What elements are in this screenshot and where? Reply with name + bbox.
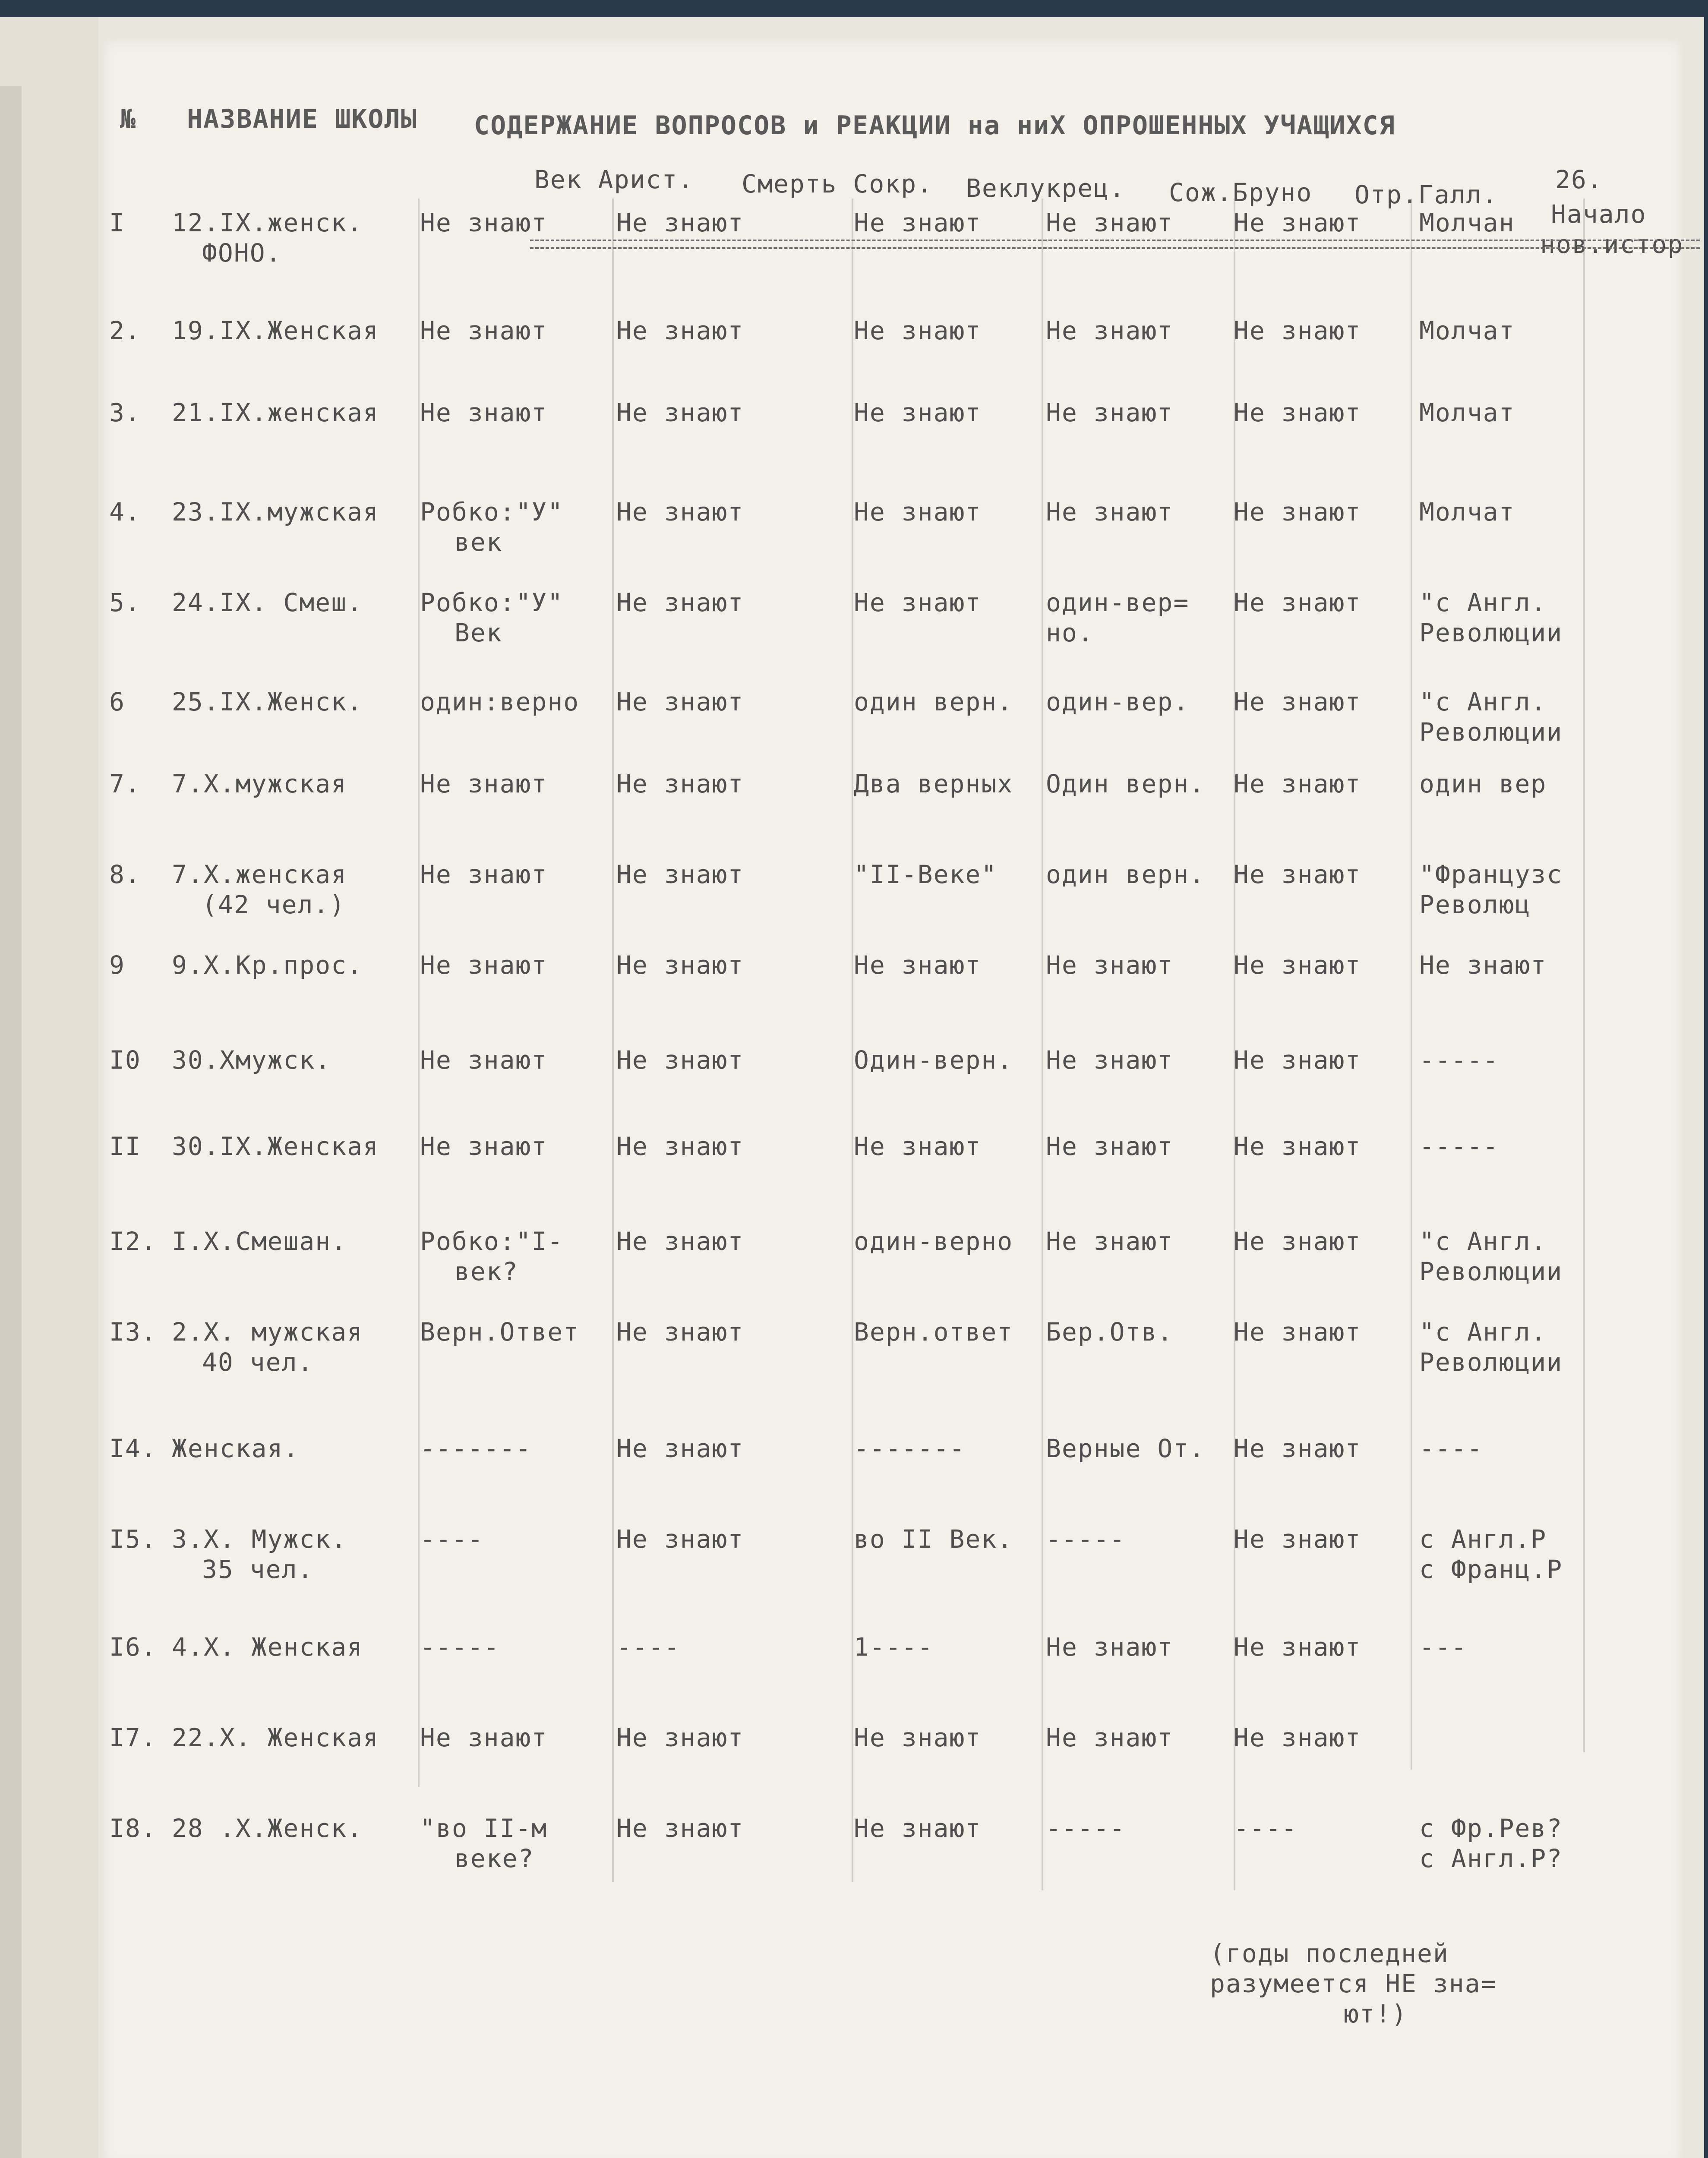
footnote-line-2: разумеется НЕ зна=	[1210, 1969, 1497, 1998]
galileo-cell: Не знают	[1234, 1227, 1361, 1256]
document-page	[103, 39, 1683, 2158]
lucretius-cell: Не знают	[854, 1723, 982, 1752]
new-history-cell: Революции	[1419, 1347, 1563, 1377]
binder-spine	[0, 86, 22, 2158]
school-cell: 2.Х. мужская	[172, 1317, 363, 1347]
galileo-cell: Не знают	[1234, 1317, 1361, 1347]
new-history-cell: "с Англ.	[1419, 1227, 1547, 1256]
row-number: 3.	[109, 398, 141, 427]
column-rule	[1411, 199, 1412, 1770]
col-header-aristotle: Век Арист.	[534, 165, 694, 194]
socrates-cell: Не знают	[616, 1434, 744, 1463]
lucretius-cell: Не знают	[854, 1132, 982, 1161]
school-cell: I.Х.Смешан.	[172, 1227, 347, 1256]
bruno-cell: Не знают	[1046, 497, 1174, 527]
new-history-cell: Молчан	[1419, 208, 1515, 237]
bruno-cell: Не знают	[1046, 1227, 1174, 1256]
galileo-cell: Не знают	[1234, 687, 1361, 716]
school-cell: 40 чел.	[202, 1347, 314, 1377]
school-cell: 7.Х.мужская	[172, 769, 347, 798]
row-number: I4.	[109, 1434, 157, 1463]
new-history-cell: Революции	[1419, 618, 1563, 647]
new-history-cell: один вер	[1419, 769, 1547, 798]
aristotle-cell: -----	[420, 1632, 500, 1662]
row-number: I2.	[109, 1227, 157, 1256]
binder-cover	[0, 17, 104, 2158]
aristotle-cell: ----	[420, 1524, 484, 1554]
lucretius-cell: Не знают	[854, 316, 982, 345]
socrates-cell: Не знают	[616, 860, 744, 889]
aristotle-cell: Робко:"I-	[420, 1227, 564, 1256]
bruno-cell: но.	[1046, 618, 1094, 647]
bruno-cell: -----	[1046, 1524, 1126, 1554]
new-history-cell: Молчат	[1419, 316, 1515, 345]
bruno-cell: Не знают	[1046, 316, 1174, 345]
aristotle-cell: Не знают	[420, 1132, 548, 1161]
aristotle-cell: Не знают	[420, 769, 548, 798]
new-history-cell: "с Англ.	[1419, 588, 1547, 617]
new-history-cell: "с Англ.	[1419, 1317, 1547, 1347]
new-history-cell: с Фр.Рев?	[1419, 1814, 1563, 1843]
bruno-cell: Один верн.	[1046, 769, 1206, 798]
socrates-cell: Не знают	[616, 316, 744, 345]
galileo-cell: Не знают	[1234, 497, 1361, 527]
number-header: №	[120, 104, 137, 134]
lucretius-cell: 1----	[854, 1632, 934, 1662]
new-history-cell: -----	[1419, 1045, 1499, 1075]
lucretius-cell: Два верных	[854, 769, 1013, 798]
col-header-lucretius: Веклукрец.	[966, 174, 1126, 203]
lucretius-cell: один-верно	[854, 1227, 1013, 1256]
col-header-socrates: Смерть Сокр.	[742, 169, 933, 199]
new-history-cell: ----	[1419, 1434, 1483, 1463]
row-number: I0	[109, 1045, 141, 1075]
column-rule	[1583, 199, 1585, 1752]
socrates-cell: Не знают	[616, 1723, 744, 1752]
row-number: I7.	[109, 1723, 157, 1752]
school-cell: 9.Х.Кр.прос.	[172, 950, 363, 980]
row-number: 8.	[109, 860, 141, 889]
column-rule	[1042, 199, 1043, 1890]
new-history-cell: "с Англ.	[1419, 687, 1547, 716]
school-cell: 22.Х. Женская	[172, 1723, 379, 1752]
row-number: I6.	[109, 1632, 157, 1662]
galileo-cell: Не знают	[1234, 1045, 1361, 1075]
socrates-cell: Не знают	[616, 497, 744, 527]
row-number: 5.	[109, 588, 141, 617]
col-header-galileo: Отр.Галл.	[1354, 180, 1498, 209]
aristotle-cell: Не знают	[420, 950, 548, 980]
lucretius-cell: "II-Веке"	[854, 860, 998, 889]
new-history-cell: ---	[1419, 1632, 1467, 1662]
bruno-cell: один-вер=	[1046, 588, 1190, 617]
aristotle-cell: Не знают	[420, 1723, 548, 1752]
socrates-cell: Не знают	[616, 950, 744, 980]
school-cell: 3.Х. Мужск.	[172, 1524, 347, 1554]
row-number: I8.	[109, 1814, 157, 1843]
socrates-cell: Не знают	[616, 1227, 744, 1256]
new-history-cell: Молчат	[1419, 398, 1515, 427]
bruno-cell: Бер.Отв.	[1046, 1317, 1174, 1347]
galileo-cell: Не знают	[1234, 950, 1361, 980]
new-history-cell: с Англ.Р	[1419, 1524, 1547, 1554]
aristotle-cell: век?	[455, 1257, 518, 1286]
aristotle-cell: один:верно	[420, 687, 580, 716]
aristotle-cell: Не знают	[420, 860, 548, 889]
aristotle-cell: Век	[455, 618, 502, 647]
lucretius-cell: Не знают	[854, 497, 982, 527]
lucretius-cell: Не знают	[854, 208, 982, 237]
lucretius-cell: один верн.	[854, 687, 1013, 716]
bruno-cell: Не знают	[1046, 1132, 1174, 1161]
new-history-cell: с Франц.Р	[1419, 1555, 1563, 1584]
galileo-cell: Не знают	[1234, 1132, 1361, 1161]
aristotle-cell: Робко:"У"	[420, 497, 564, 527]
school-cell: 28 .Х.Женск.	[172, 1814, 363, 1843]
aristotle-cell: Верн.Ответ	[420, 1317, 580, 1347]
bruno-cell: один верн.	[1046, 860, 1206, 889]
bruno-cell: Не знают	[1046, 398, 1174, 427]
galileo-cell: Не знают	[1234, 588, 1361, 617]
lucretius-cell: Не знают	[854, 1814, 982, 1843]
lucretius-cell: Не знают	[854, 398, 982, 427]
lucretius-cell: Верн.ответ	[854, 1317, 1013, 1347]
column-rule	[852, 199, 853, 1882]
footnote-line-1: (годы последней	[1210, 1939, 1449, 1968]
lucretius-cell: Не знают	[854, 950, 982, 980]
content-header: СОДЕРЖАНИЕ ВОПРОСОВ и РЕАКЦИИ на ниХ ОПРОШЕННЫХ УЧАЩИХСЯ	[474, 110, 1395, 141]
aristotle-cell: -------	[420, 1434, 532, 1463]
bruno-cell: Не знают	[1046, 1723, 1174, 1752]
aristotle-cell: Не знают	[420, 398, 548, 427]
galileo-cell: Не знают	[1234, 316, 1361, 345]
bruno-cell: -----	[1046, 1814, 1126, 1843]
row-number: 4.	[109, 497, 141, 527]
school-cell: 30.IX.Женская	[172, 1132, 379, 1161]
row-number: I3.	[109, 1317, 157, 1347]
socrates-cell: Не знают	[616, 769, 744, 798]
new-history-cell: Революции	[1419, 1257, 1563, 1286]
galileo-cell: Не знают	[1234, 1723, 1361, 1752]
footnote-line-3: ют!)	[1344, 1999, 1408, 2029]
school-cell: 4.Х. Женская	[172, 1632, 363, 1662]
school-cell: 21.IX.женская	[172, 398, 379, 427]
col-header-new-history: нов.истор	[1540, 230, 1684, 259]
school-cell: 7.Х.женская	[172, 860, 347, 889]
galileo-cell: Не знают	[1234, 208, 1361, 237]
school-cell: 12.IX.женск.	[172, 208, 363, 237]
socrates-cell: Не знают	[616, 208, 744, 237]
aristotle-cell: веке?	[455, 1844, 534, 1873]
col-header-start: Начало	[1551, 199, 1647, 229]
socrates-cell: Не знают	[616, 1317, 744, 1347]
new-history-cell: Не знают	[1419, 950, 1547, 980]
bruno-cell: один-вер.	[1046, 687, 1190, 716]
galileo-cell: Не знают	[1234, 1524, 1361, 1554]
galileo-cell: Не знают	[1234, 398, 1361, 427]
socrates-cell: Не знают	[616, 1045, 744, 1075]
row-number: I	[109, 208, 125, 237]
new-history-cell: Молчат	[1419, 497, 1515, 527]
school-cell: ФОНО.	[202, 238, 282, 268]
new-history-cell: -----	[1419, 1132, 1499, 1161]
row-number: 2.	[109, 316, 141, 345]
school-cell: 25.IX.Женск.	[172, 687, 363, 716]
socrates-cell: Не знают	[616, 1524, 744, 1554]
socrates-cell: Не знают	[616, 588, 744, 617]
row-number: II	[109, 1132, 141, 1161]
column-rule	[418, 199, 420, 1787]
galileo-cell: Не знают	[1234, 769, 1361, 798]
bruno-cell: Не знают	[1046, 208, 1174, 237]
lucretius-cell: -------	[854, 1434, 966, 1463]
bruno-cell: Верные От.	[1046, 1434, 1206, 1463]
galileo-cell: Не знают	[1234, 860, 1361, 889]
school-name-header: НАЗВАНИЕ ШКОЛЫ	[187, 104, 417, 134]
row-number: 6	[109, 687, 125, 716]
aristotle-cell: Не знают	[420, 1045, 548, 1075]
page-number: 26.	[1555, 165, 1603, 194]
new-history-cell: с Англ.Р?	[1419, 1844, 1563, 1873]
galileo-cell: Не знают	[1234, 1632, 1361, 1662]
aristotle-cell: Не знают	[420, 208, 548, 237]
bruno-cell: Не знают	[1046, 950, 1174, 980]
socrates-cell: ----	[616, 1632, 680, 1662]
school-cell: 24.IX. Смеш.	[172, 588, 363, 617]
aristotle-cell: Робко:"У"	[420, 588, 564, 617]
socrates-cell: Не знают	[616, 687, 744, 716]
lucretius-cell: Один-верн.	[854, 1045, 1013, 1075]
column-rule	[612, 199, 614, 1882]
school-cell: 19.IX.Женская	[172, 316, 379, 345]
col-header-bruno: Сож.Бруно	[1169, 178, 1313, 207]
school-cell: Женская.	[172, 1434, 300, 1463]
bruno-cell: Не знают	[1046, 1045, 1174, 1075]
lucretius-cell: во II Век.	[854, 1524, 1013, 1554]
aristotle-cell: "во II-м	[420, 1814, 548, 1843]
aristotle-cell: Не знают	[420, 316, 548, 345]
bruno-cell: Не знают	[1046, 1632, 1174, 1662]
socrates-cell: Не знают	[616, 398, 744, 427]
row-number: 9	[109, 950, 125, 980]
new-history-cell: "Французс	[1419, 860, 1563, 889]
galileo-cell: ----	[1234, 1814, 1298, 1843]
row-number: I5.	[109, 1524, 157, 1554]
new-history-cell: Революции	[1419, 717, 1563, 747]
school-cell: 23.IX.мужская	[172, 497, 379, 527]
aristotle-cell: век	[455, 527, 502, 557]
galileo-cell: Не знают	[1234, 1434, 1361, 1463]
socrates-cell: Не знают	[616, 1132, 744, 1161]
school-cell: 35 чел.	[202, 1555, 314, 1584]
school-cell: 30.Хмужск.	[172, 1045, 331, 1075]
new-history-cell: Революц	[1419, 890, 1531, 919]
header-separator	[530, 240, 1700, 249]
school-cell: (42 чел.)	[202, 890, 346, 919]
row-number: 7.	[109, 769, 141, 798]
socrates-cell: Не знают	[616, 1814, 744, 1843]
lucretius-cell: Не знают	[854, 588, 982, 617]
